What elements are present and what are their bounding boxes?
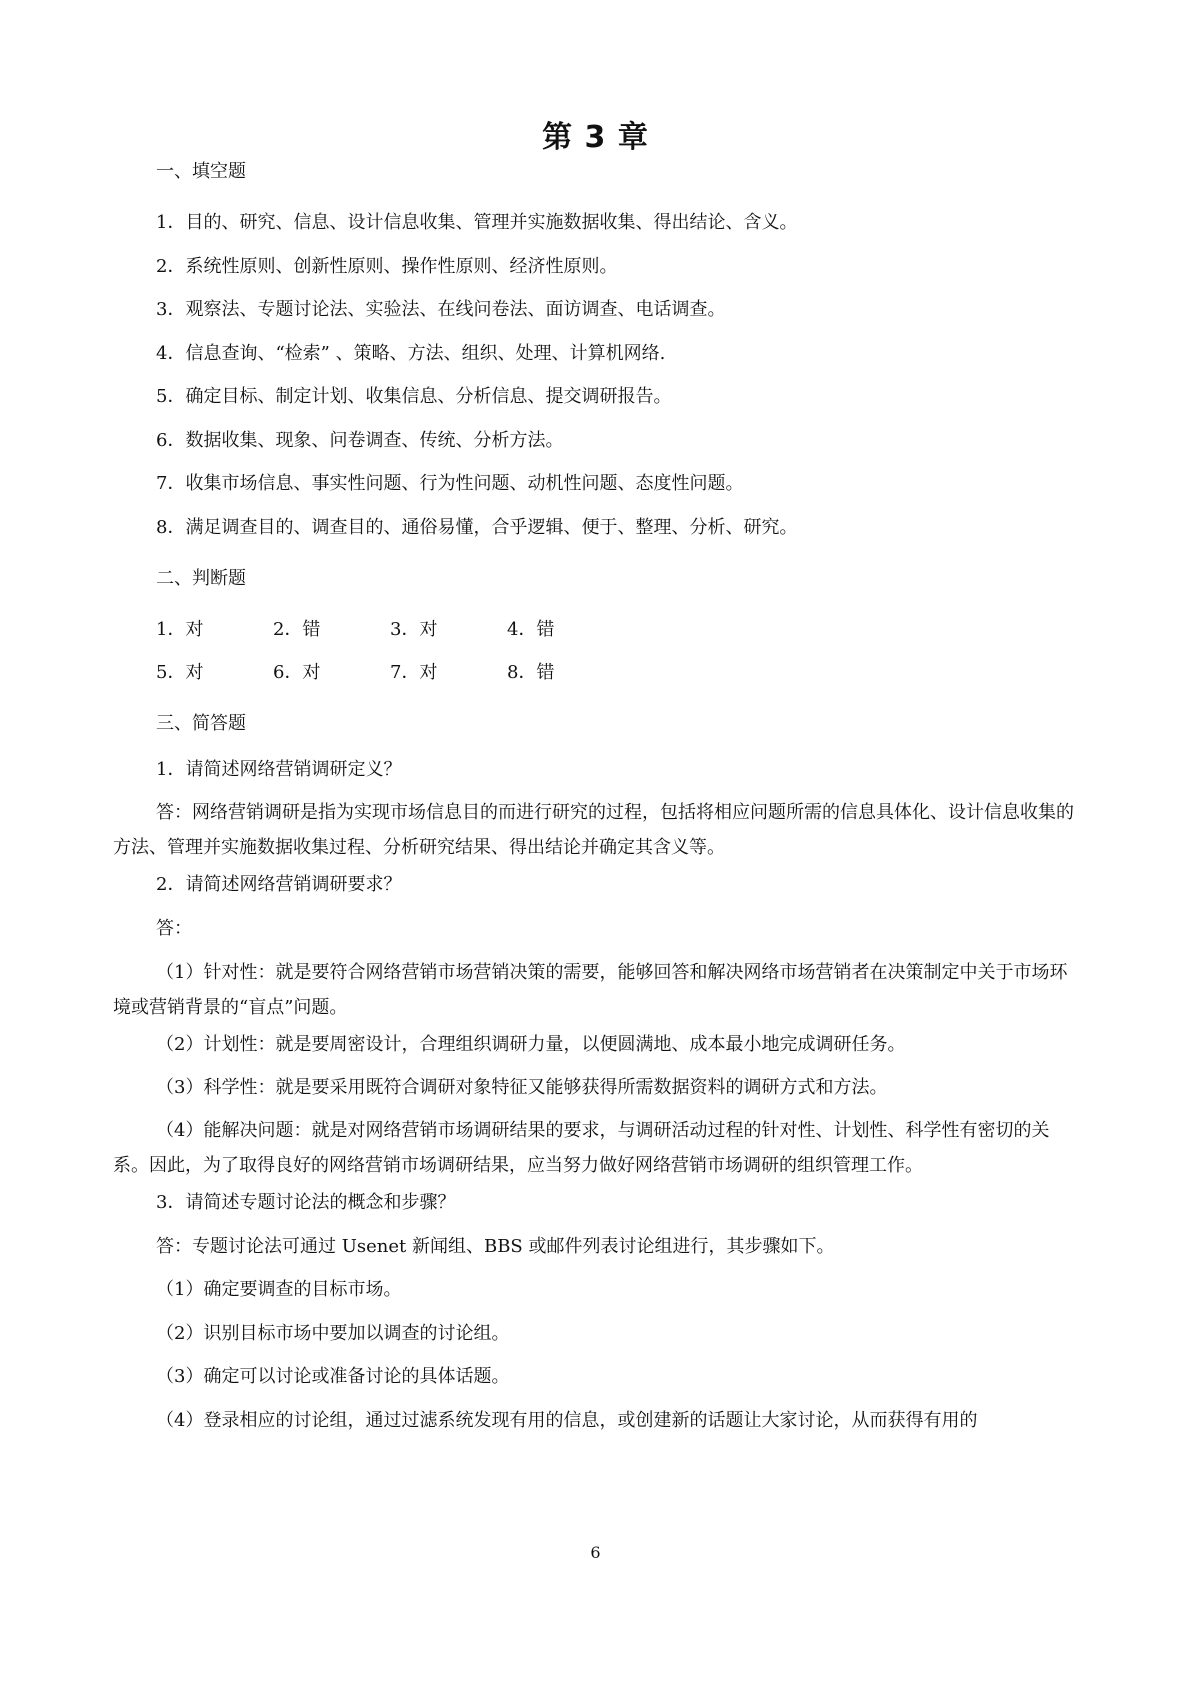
list-item: 7．收集市场信息、事实性问题、行为性问题、动机性问题、态度性问题。 [156, 473, 744, 494]
list-item: 4．信息查询、“检索” 、策略、方法、组织、处理、计算机网络. [156, 343, 666, 364]
section-heading-short-answer: 三、简答题 [156, 713, 246, 734]
answer-paragraph: （1）针对性：就是要符合网络营销市场营销决策的需要，能够回答和解决网络市场营销者在决策制定中关于市场环境或营销背景的“盲点”问题。 [113, 962, 1068, 1018]
answer-item: 7．对 [390, 662, 438, 683]
section-heading-true-false: 二、判断题 [156, 568, 246, 589]
answer-paragraph: 答：专题讨论法可通过 Usenet 新闻组、BBS 或邮件列表讨论组进行，其步骤如下。 [156, 1236, 835, 1257]
answer-step: （1）确定要调查的目标市场。 [156, 1279, 402, 1300]
list-item: 5．确定目标、制定计划、收集信息、分析信息、提交调研报告。 [156, 386, 672, 407]
answer-step: （3）确定可以讨论或准备讨论的具体话题。 [156, 1366, 510, 1387]
question: 3．请简述专题讨论法的概念和步骤？ [156, 1192, 456, 1213]
answer-item: 3．对 [390, 619, 438, 640]
list-item: 6．数据收集、现象、问卷调查、传统、分析方法。 [156, 430, 564, 451]
answer-paragraph: （3）科学性：就是要采用既符合调研对象特征又能够获得所需数据资料的调研方式和方法。 [156, 1077, 888, 1098]
answer-step: （2）识别目标市场中要加以调查的讨论组。 [156, 1323, 510, 1344]
list-item: 8．满足调查目的、调查目的、通俗易懂，合乎逻辑、便于、整理、分析、研究。 [156, 517, 798, 538]
answer-label: 答： [156, 918, 192, 939]
answer-item: 1．对 [156, 619, 204, 640]
answer-item: 2．错 [273, 619, 321, 640]
question: 2．请简述网络营销调研要求？ [156, 874, 402, 895]
section-heading-fill-blank: 一、填空题 [156, 161, 246, 182]
question: 1．请简述网络营销调研定义？ [156, 759, 402, 780]
page-number: 6 [590, 1543, 601, 1562]
chapter-title: 第 3 章 [542, 120, 649, 155]
answer-item: 4．错 [507, 619, 555, 640]
list-item: 3．观察法、专题讨论法、实验法、在线问卷法、面访调查、电话调查。 [156, 299, 726, 320]
answer-item: 8．错 [507, 662, 555, 683]
answer-item: 5．对 [156, 662, 204, 683]
list-item: 1．目的、研究、信息、设计信息收集、管理并实施数据收集、得出结论、含义。 [156, 212, 798, 233]
answer-paragraph: （2）计划性：就是要周密设计，合理组织调研力量，以便圆满地、成本最小地完成调研任务。 [156, 1034, 906, 1055]
answer-step: （4）登录相应的讨论组，通过过滤系统发现有用的信息，或创建新的话题让大家讨论，从而获得有用的 [156, 1410, 978, 1431]
answer-paragraph: （4）能解决问题：就是对网络营销市场调研结果的要求，与调研活动过程的针对性、计划性、科学性有密切的关系。因此，为了取得良好的网络营销市场调研结果，应当努力做好网络营销市场调研的组织管理工作。 [113, 1120, 1050, 1176]
answer-paragraph: 答：网络营销调研是指为实现市场信息目的而进行研究的过程，包括将相应问题所需的信息具体化、设计信息收集的方法、管理并实施数据收集过程、分析研究结果、得出结论并确定其含义等。 [113, 802, 1074, 858]
answer-item: 6．对 [273, 662, 321, 683]
list-item: 2．系统性原则、创新性原则、操作性原则、经济性原则。 [156, 256, 618, 277]
